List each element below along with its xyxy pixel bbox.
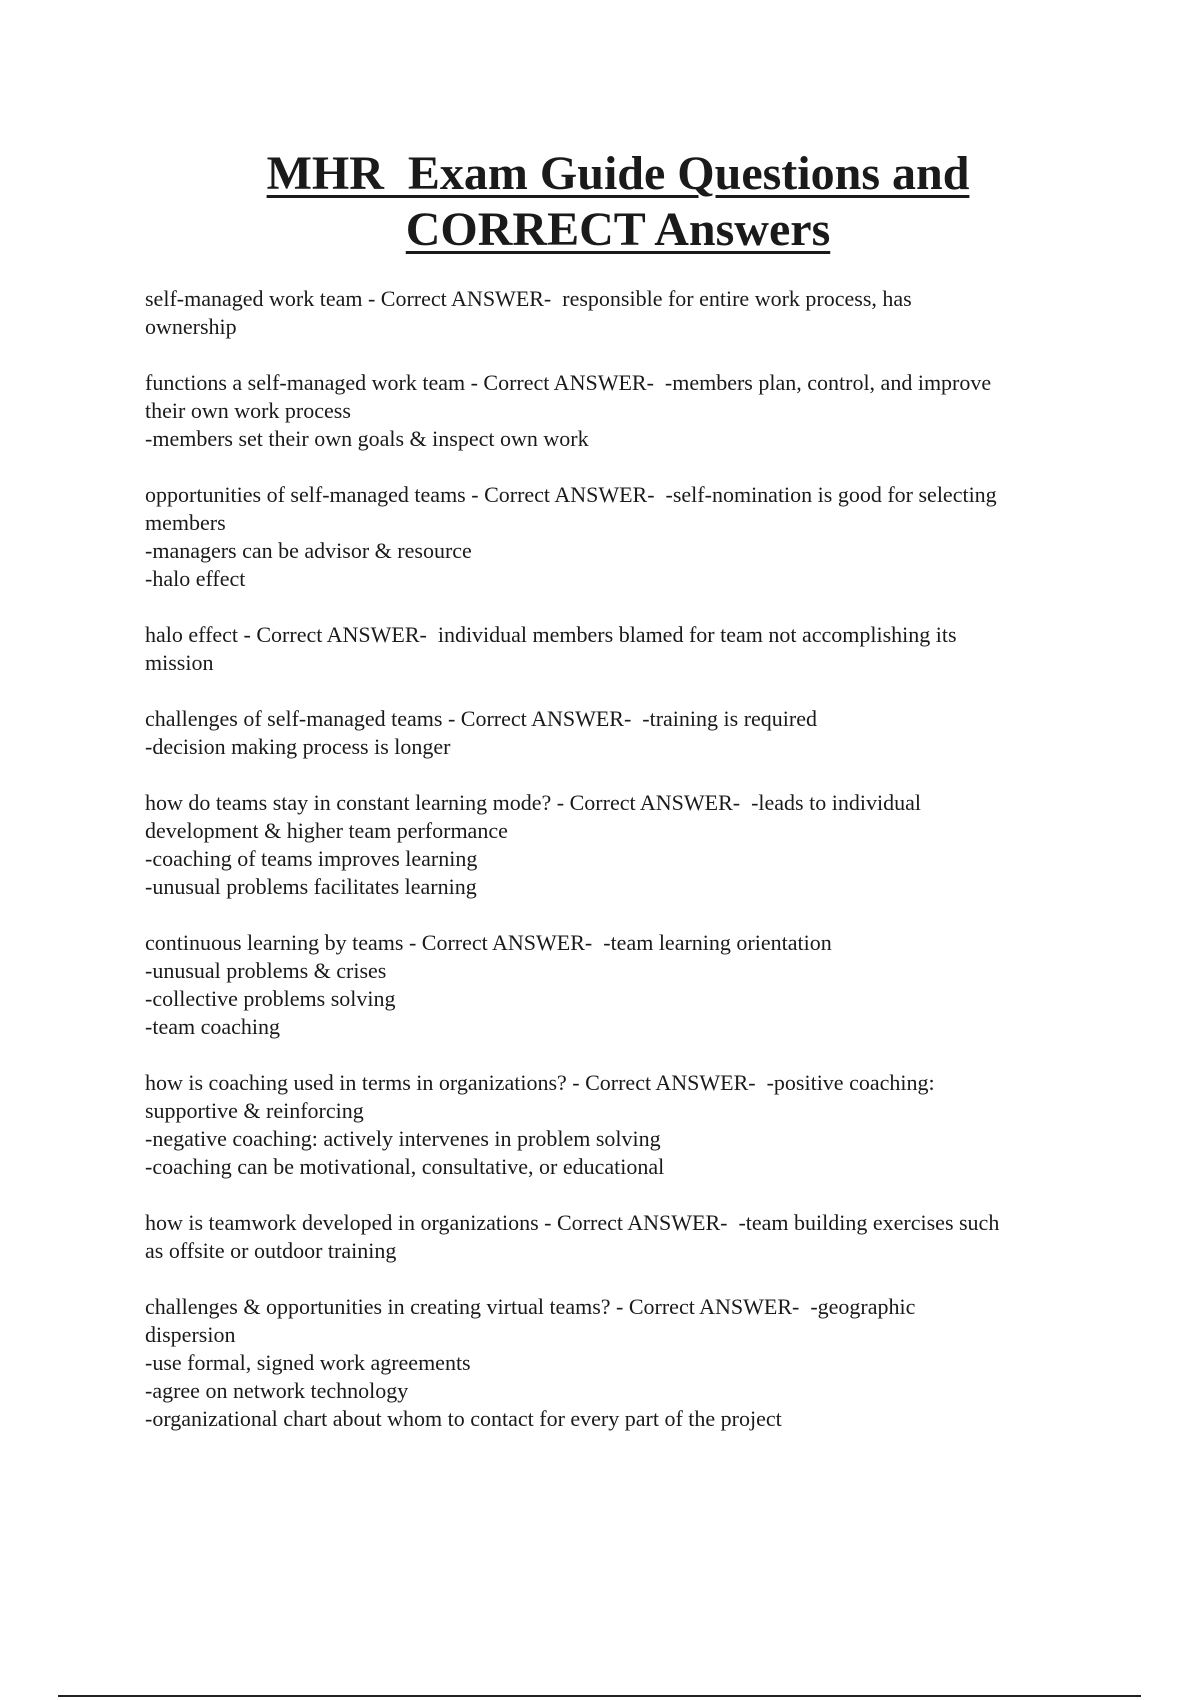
qa-answer-line: ownership [145, 314, 237, 339]
qa-answer-line: -unusual problems & crises [145, 958, 387, 983]
qa-question-line: how do teams stay in constant learning mode? - Correct ANSWER- -leads to individual [145, 790, 921, 815]
qa-answer-line: -coaching can be motivational, consultative, or educational [145, 1154, 665, 1179]
qa-answer-line: -team coaching [145, 1014, 280, 1039]
qa-answer-line: their own work process [145, 398, 351, 423]
qa-answer-line: -members set their own goals & inspect own work [145, 426, 589, 451]
qa-answer-line: -halo effect [145, 566, 246, 591]
qa-entry [145, 481, 1095, 593]
qa-entry [145, 1293, 1095, 1433]
qa-entry [145, 285, 1095, 341]
qa-entry-list [145, 285, 1095, 1461]
qa-answer-line: -unusual problems facilitates learning [145, 874, 477, 899]
qa-entry [145, 789, 1095, 901]
qa-question-line: opportunities of self-managed teams - Correct ANSWER- -self-nomination is good for selecting [145, 482, 997, 507]
qa-answer-line: -organizational chart about whom to contact for every part of the project [145, 1406, 782, 1431]
qa-answer-line: -coaching of teams improves learning [145, 846, 478, 871]
qa-entry [145, 1209, 1095, 1265]
qa-question-line: challenges & opportunities in creating virtual teams? - Correct ANSWER- -geographic [145, 1294, 916, 1319]
qa-entry [145, 705, 1095, 761]
page-title [0, 146, 1200, 258]
qa-entry [145, 1069, 1095, 1181]
qa-answer-line: members [145, 510, 226, 535]
qa-answer-line: -decision making process is longer [145, 734, 451, 759]
footer-divider [58, 1695, 1141, 1697]
qa-answer-line: as offsite or outdoor training [145, 1238, 397, 1263]
qa-question-line: how is teamwork developed in organizations - Correct ANSWER- -team building exercises such [145, 1210, 1000, 1235]
qa-answer-line: -agree on network technology [145, 1378, 409, 1403]
title-line-2: CORRECT Answers [405, 203, 831, 256]
qa-entry [145, 369, 1095, 453]
qa-answer-line: -managers can be advisor & resource [145, 538, 472, 563]
qa-answer-line: development & higher team performance [145, 818, 508, 843]
title-line-1: MHR Exam Guide Questions and [266, 147, 970, 200]
qa-question-line: how is coaching used in terms in organizations? - Correct ANSWER- -positive coaching: [145, 1070, 935, 1095]
qa-entry [145, 929, 1095, 1041]
qa-question-line: continuous learning by teams - Correct ANSWER- -team learning orientation [145, 930, 832, 955]
qa-question-line: self-managed work team - Correct ANSWER- responsible for entire work process, has [145, 286, 912, 311]
qa-answer-line: -collective problems solving [145, 986, 396, 1011]
qa-entry [145, 621, 1095, 677]
qa-question-line: functions a self-managed work team - Correct ANSWER- -members plan, control, and improve [145, 370, 992, 395]
qa-answer-line: dispersion [145, 1322, 236, 1347]
qa-question-line: halo effect - Correct ANSWER- individual members blamed for team not accomplishing its [145, 622, 957, 647]
qa-answer-line: -use formal, signed work agreements [145, 1350, 471, 1375]
qa-question-line: challenges of self-managed teams - Correct ANSWER- -training is required [145, 706, 817, 731]
qa-answer-line: supportive & reinforcing [145, 1098, 364, 1123]
qa-answer-line: mission [145, 650, 214, 675]
qa-answer-line: -negative coaching: actively intervenes in problem solving [145, 1126, 661, 1151]
